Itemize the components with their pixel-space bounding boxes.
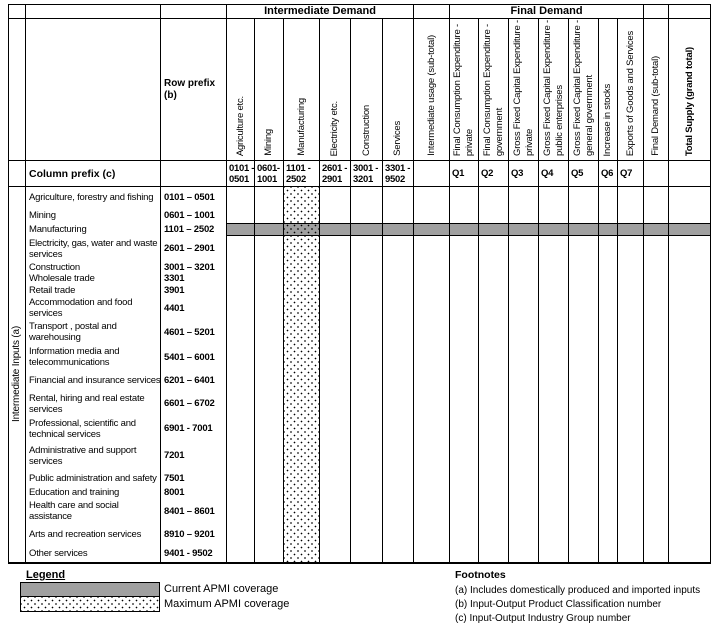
row-name-manufacturing [26,223,160,236]
column-prefix-final-consumption-expenditure-private [450,161,478,186]
row-name-wholesale-trade [26,273,160,284]
row-prefix-accommodation-and-food [161,296,226,320]
column-header-label: Exports of Goods and Services [624,30,636,156]
row-name-label: Manufacturing [29,224,87,235]
row-name-information-media-and [26,344,160,370]
row-prefix-value: 1101 – 2502 [164,224,215,235]
column-prefix-total-supply-grand-total [669,161,710,186]
column-header-label: Construction [360,105,372,156]
row-name-label: Information media and telecommunications [29,346,120,368]
row-prefix-mining [161,208,226,223]
column-prefix-value: Q7 [620,168,633,179]
body-column-gross-fixed-capital-expenditure-general- [569,187,598,562]
row-name-label: Rental, hiring and real estate services [29,392,145,415]
body-column-final-consumption-expenditure-government [479,187,508,562]
coverage-band-segment [644,224,668,235]
column-prefix-value: 3001 - 3201 [353,162,379,185]
row-prefixes-column [161,187,226,562]
row-name-label: Arts and recreation services [29,529,142,540]
column-prefix-value: 2601 - 2901 [322,162,348,185]
legend-title: Legend [26,569,66,581]
row-prefix-value: 6901 - 7001 [164,423,213,434]
column-header-gross-fixed-capital-expenditure-general- [569,19,598,160]
column-prefix-services [383,161,413,186]
final-demand-group-header: Final Demand [450,5,643,18]
row-prefix-electricity-gas-water-and-waste [161,236,226,261]
row-name-construction [26,261,160,273]
legend-swatch-maximum-apmi [20,597,160,612]
row-prefix-value: 0101 – 0501 [164,192,215,203]
row-prefix-rental-hiring-and-real-estate [161,391,226,416]
column-header-label: Increase in stocks [602,83,613,156]
column-header-final-consumption-expenditure-government [479,19,508,160]
row-prefix-manufacturing [161,223,226,236]
column-prefix-construction [351,161,382,186]
coverage-band-segment [227,224,254,235]
column-header-final-demand-sub-total [644,19,668,160]
spacer-cell [26,19,160,160]
column-header-label: Intermediate usage (sub-total) [425,35,437,156]
body-column-construction [351,187,382,562]
row-name-label: Retail trade [29,284,76,296]
row-prefix-value: 3001 – 3201 [164,261,215,273]
row-prefix-transport-postal-and [161,320,226,344]
column-header-gross-fixed-capital-expenditure-private [509,19,538,160]
row-name-label: Mining [29,210,56,221]
body-column-exports-of-goods-and-services [618,187,643,562]
column-header-label: Services [392,121,403,156]
coverage-band-segment [669,224,710,235]
row-name-electricity-gas-water-and-waste [26,236,160,261]
row-name-public-administration-and-safety [26,470,160,487]
column-header-agriculture-etc [227,19,254,160]
row-prefix-value: 0601 – 1001 [164,210,215,221]
row-prefix-value: 7501 [164,473,185,484]
column-header-label: Final Consumption Expenditure - private [452,23,475,156]
column-prefix-manufacturing [284,161,319,186]
column-header-intermediate-usage-sub-total [414,19,449,160]
legend-label-current-apmi: Current APMI coverage [164,583,279,595]
column-prefix-gross-fixed-capital-expenditure-general- [569,161,598,186]
row-name-arts-and-recreation-services [26,524,160,545]
column-header-label: Gross Fixed Capital Expenditure - general government [571,20,595,156]
intermediate-inputs-axis-label: Intermediate Inputs (a) [11,326,22,423]
column-prefix-intermediate-usage-sub-total [414,161,449,186]
legend [20,569,289,612]
body-column-total-supply-grand-total [669,187,710,562]
row-prefix-value: 8910 – 9201 [164,529,215,540]
row-prefix-arts-and-recreation-services [161,524,226,545]
coverage-band-segment [450,224,478,235]
column-header-label: Gross Fixed Capital Expenditure - public enterprises [541,20,565,156]
row-prefix-value: 5401 – 6001 [164,351,215,363]
column-prefix-value: Q1 [452,168,465,179]
row-name-mining [26,208,160,223]
row-prefix-value: 9401 - 9502 [164,548,213,559]
row-prefix-value: 3301 [164,273,185,284]
coverage-band-segment [255,224,283,235]
column-header-exports-of-goods-and-services [618,19,643,160]
row-prefix-value: 6601 – 6702 [164,398,215,409]
body-column-services [383,187,413,562]
spacer-cell [669,5,710,18]
legend-row-current [20,582,289,597]
row-prefix-value: 7201 [164,450,185,461]
footnote-c: (c) Input-Output Industry Group number [455,613,631,624]
row-name-label: Financial and insurance services [29,375,160,386]
column-header-label: Final Consumption Expenditure - government [481,23,505,156]
coverage-band-segment [618,224,643,235]
row-name-label: Public administration and safety [29,473,157,484]
row-prefix-header: Row prefix (b) [161,19,226,160]
column-prefix-value: 0101 - 0501 [229,162,255,185]
column-header-gross-fixed-capital-expenditure-public-e [539,19,568,160]
row-prefix-value: 3901 [164,284,185,296]
column-header-label: Electricity etc. [329,100,340,156]
column-prefix-value: Q5 [571,168,584,179]
row-name-accommodation-and-food [26,296,160,320]
footnote-b: (b) Input-Output Product Classification number [455,599,662,610]
column-prefix-value: Q3 [511,168,524,179]
row-prefix-construction [161,261,226,273]
row-name-label: Transport , postal and warehousing [29,321,117,343]
row-name-transport-postal-and [26,320,160,344]
row-name-label: Health care and social assistance [29,500,119,522]
column-prefix-value: 0601- 1001 [257,162,280,185]
legend-row-maximum [20,597,289,612]
row-prefix-administrative-and-support [161,441,226,470]
coverage-band-segment [383,224,413,235]
spacer-cell [9,19,25,160]
column-prefix-increase-in-stocks [599,161,617,186]
row-name-label: Accommodation and food services [29,297,133,319]
column-prefix-exports-of-goods-and-services [618,161,643,186]
column-prefix-header: Column prefix (c) [26,161,160,186]
row-prefix-retail-trade [161,284,226,296]
column-header-services [383,19,413,160]
column-header-label: Mining [263,129,274,156]
coverage-band-segment [479,224,508,235]
row-prefix-value: 4601 – 5201 [164,326,215,338]
body-column-increase-in-stocks [599,187,617,562]
row-prefix-financial-and-insurance-services [161,370,226,391]
column-header-final-consumption-expenditure-private [450,19,478,160]
row-prefix-value: 8401 – 8601 [164,505,215,517]
column-header-label: Gross Fixed Capital Expenditure - private [511,20,535,156]
column-prefix-final-demand-sub-total [644,161,668,186]
legend-swatch-current-apmi [20,582,160,597]
body-column-gross-fixed-capital-expenditure-private [509,187,538,562]
intermediate-demand-group-header: Intermediate Demand [227,5,413,18]
column-prefix-value: Q2 [481,168,494,179]
column-header-label: Agriculture etc. [234,95,246,156]
row-name-health-care-and-social [26,498,160,524]
coverage-band-segment [351,224,382,235]
row-name-education-and-training [26,487,160,498]
column-header-label: Final Demand (sub-total) [650,56,661,156]
legend-label-maximum-apmi: Maximum APMI coverage [164,598,290,610]
coverage-band-segment [569,224,598,235]
spacer-cell [414,5,449,18]
column-prefix-agriculture-etc [227,161,254,186]
row-prefix-other-services [161,545,226,562]
column-header-label: Manufacturing [295,98,307,156]
column-prefix-final-consumption-expenditure-government [479,161,508,186]
row-prefix-professional-scientific-and [161,416,226,441]
corner-cell [9,5,25,18]
coverage-band-segment [599,224,617,235]
body-column-final-consumption-expenditure-private [450,187,478,562]
row-name-financial-and-insurance-services [26,370,160,391]
row-name-label: Construction [29,261,80,273]
row-name-label: Wholesale trade [29,273,95,284]
row-name-label: Electricity, gas, water and waste services [29,237,158,260]
row-name-label: Administrative and support services [29,444,137,467]
column-header-increase-in-stocks [599,19,617,160]
spacer-cell [644,5,668,18]
body-column-final-demand-sub-total [644,187,668,562]
row-prefix-value: 8001 [164,487,185,498]
row-prefix-health-care-and-social [161,498,226,524]
row-name-rental-hiring-and-real-estate [26,391,160,416]
body-column-gross-fixed-capital-expenditure-public-e [539,187,568,562]
row-names-column [26,187,160,562]
row-name-label: Professional, scientific and technical services [29,417,136,440]
spacer-cell [161,161,226,186]
column-header-total-supply-grand-total [669,19,710,160]
column-prefix-value: Q4 [541,168,554,179]
row-name-label: Education and training [29,487,120,498]
maximum-apmi-coverage-band [284,187,319,562]
column-header-construction [351,19,382,160]
row-prefix-education-and-training [161,487,226,498]
footnotes-title: Footnotes [455,569,506,581]
row-name-other-services [26,545,160,562]
footnotes [455,569,700,626]
spacer-cell [9,161,25,186]
body-column-electricity-etc [320,187,350,562]
column-prefix-value: 3301 - 9502 [385,162,411,185]
coverage-band-segment [509,224,538,235]
row-prefix-wholesale-trade [161,273,226,284]
coverage-band-segment [320,224,350,235]
input-output-table [8,4,711,564]
column-header-label: Total Supply (grand total) [683,46,695,156]
column-header-manufacturing [284,19,319,160]
row-prefix-value: 4401 [164,302,185,314]
footnote-a: (a) Includes domestically produced and imported inputs [455,585,701,596]
corner-cell [161,5,226,18]
column-prefix-value: 1101 - 2502 [286,162,311,185]
coverage-band-segment [414,224,449,235]
corner-cell [26,5,160,18]
column-prefix-electricity-etc [320,161,350,186]
coverage-band-segment [539,224,568,235]
body-column-intermediate-usage-sub-total [414,187,449,562]
column-prefix-mining [255,161,283,186]
row-name-label: Other services [29,548,88,559]
body-column-mining [255,187,283,562]
column-header-electricity-etc [320,19,350,160]
row-name-professional-scientific-and [26,416,160,441]
row-prefix-agriculture-forestry-and-fishing [161,187,226,208]
row-name-label: Agriculture, forestry and fishing [29,192,154,203]
row-name-administrative-and-support [26,441,160,470]
row-prefix-information-media-and [161,344,226,370]
column-prefix-gross-fixed-capital-expenditure-public-e [539,161,568,186]
row-name-agriculture-forestry-and-fishing [26,187,160,208]
column-prefix-gross-fixed-capital-expenditure-private [509,161,538,186]
intermediate-inputs-axis [9,187,25,562]
row-prefix-value: 2601 – 2901 [164,243,215,254]
body-column-agriculture-etc [227,187,254,562]
column-header-mining [255,19,283,160]
row-prefix-public-administration-and-safety [161,470,226,487]
column-prefix-value: Q6 [601,168,614,179]
row-prefix-value: 6201 – 6401 [164,375,215,386]
row-name-retail-trade [26,284,160,296]
